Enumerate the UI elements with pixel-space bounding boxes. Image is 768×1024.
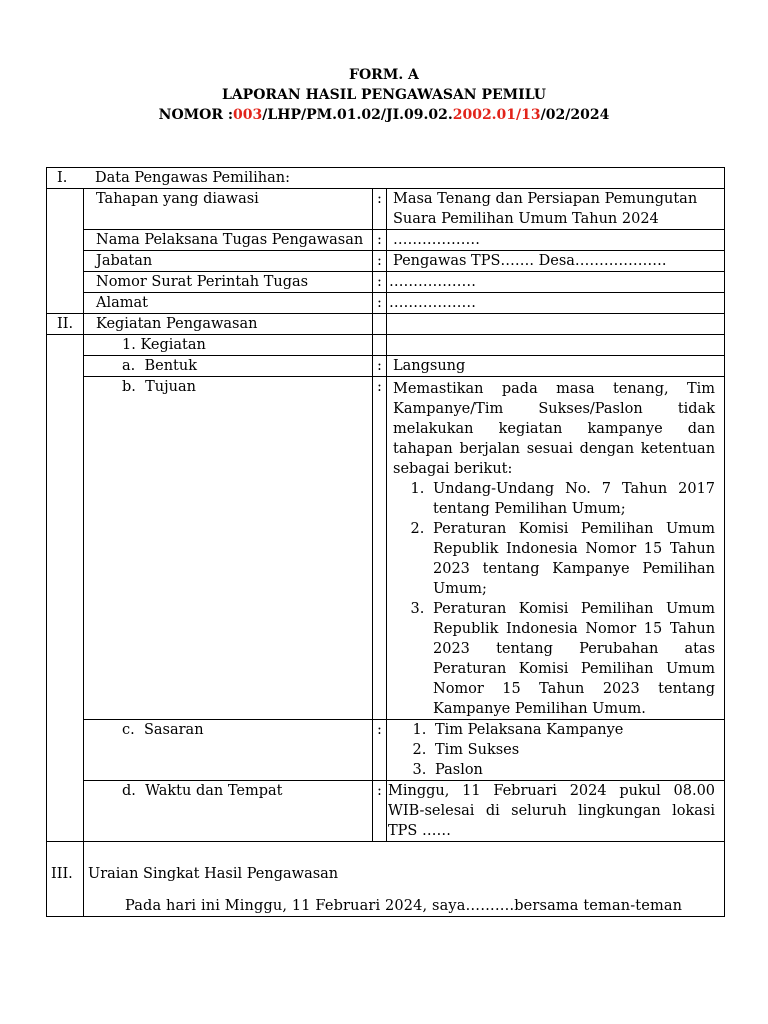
table-row: [47, 272, 725, 293]
tujuan-value: [387, 377, 725, 720]
list-item: 2. Peraturan Komisi Pemilihan Umum Republik Indonesia Nomor 15 Tahun 2023 tentang Kampanye Pemilihan Umum;: [429, 519, 715, 599]
field-value-nomor-surat: ………………: [387, 272, 725, 293]
section-2-spacer: [47, 335, 84, 842]
waktu-value: Minggu, 11 Februari 2024 pukul 08.00 WIB-selesai di seluruh lingkungan lokasi TPS ……: [387, 781, 725, 842]
section-3-title: Uraian Singkat Hasil Pengawasan: [88, 866, 339, 882]
tujuan-intro: Memastikan pada masa tenang, Tim Kampanye/Tim Sukses/Paslon tidak melakukan kegiatan kampanye dan tahapan berjalan sesuai dengan ketentuan sebagai berikut:: [393, 381, 716, 477]
waktu-label: d. Waktu dan Tempat: [84, 781, 373, 842]
section-3-content: [84, 842, 725, 917]
nomor-date-end: /02/2024: [540, 107, 610, 123]
nomor-code: /LHP/PM.01.02/JI.09.02.: [262, 107, 453, 123]
field-label-nama: Nama Pelaksana Tugas Pengawasan: [84, 230, 373, 251]
list-item: 1. Undang-Undang No. 7 Tahun 2017 tentang Pemilihan Umum;: [429, 479, 715, 519]
report-number: [0, 106, 768, 124]
list-item: 3. Peraturan Komisi Pemilihan Umum Republik Indonesia Nomor 15 Tahun 2023 tentang Perubahan atas Peraturan Komisi Pemilihan Umum Nomor 15 Tahun 2023 tentang Kampanye Pemilihan Umum.: [429, 599, 715, 719]
nomor-region: 2002.01/: [452, 107, 522, 123]
nomor-prefix: NOMOR :: [158, 107, 234, 123]
colon: :: [373, 356, 387, 377]
colon: :: [373, 189, 387, 230]
table-row: [47, 230, 725, 251]
section-1-spacer: [47, 189, 84, 314]
table-row: [47, 377, 725, 720]
sasaran-label: c. Sasaran: [84, 720, 373, 781]
colon: :: [373, 230, 387, 251]
list-item: 2. Tim Sukses: [431, 740, 720, 760]
empty-cell: [387, 335, 725, 356]
field-label-jabatan: Jabatan: [84, 251, 373, 272]
empty-cell: [387, 314, 725, 335]
colon: :: [373, 293, 387, 314]
colon: :: [373, 272, 387, 293]
section-1-header-row: [47, 168, 725, 189]
report-form-table: [46, 167, 725, 917]
table-row: [47, 356, 725, 377]
field-label-nomor-surat: Nomor Surat Perintah Tugas: [84, 272, 373, 293]
table-row: [47, 293, 725, 314]
bentuk-label: a. Bentuk: [84, 356, 373, 377]
section-3-body: Pada hari ini Minggu, 11 Februari 2024, saya……….bersama teman-teman: [125, 898, 683, 914]
bentuk-value: Langsung: [387, 356, 725, 377]
colon: :: [373, 781, 387, 842]
empty-cell: [373, 314, 387, 335]
table-row: [47, 189, 725, 230]
colon: :: [373, 720, 387, 781]
section-3-number: III.: [47, 842, 84, 917]
table-row: [47, 335, 725, 356]
nomor-day: 13: [521, 107, 541, 123]
section-3-row: [47, 842, 725, 917]
section-2-title: Kegiatan Pengawasan: [84, 314, 373, 335]
section-2-header-row: [47, 314, 725, 335]
list-item: 1. Tim Pelaksana Kampanye: [431, 720, 720, 740]
field-label-tahapan: Tahapan yang diawasi: [84, 189, 373, 230]
section-1-number: I.: [57, 170, 68, 186]
empty-cell: [373, 335, 387, 356]
table-row: [47, 251, 725, 272]
field-value-tahapan: Masa Tenang dan Persiapan Pemungutan Suara Pemilihan Umum Tahun 2024: [387, 189, 725, 230]
tujuan-label: b. Tujuan: [84, 377, 373, 720]
table-row: [47, 781, 725, 842]
sasaran-value: [387, 720, 725, 781]
field-value-alamat: ………………: [387, 293, 725, 314]
colon: :: [373, 377, 387, 720]
section-2-number: II.: [47, 314, 84, 335]
report-title: LAPORAN HASIL PENGAWASAN PEMILU: [221, 87, 547, 103]
form-code: FORM. A: [349, 67, 419, 83]
field-value-jabatan: Pengawas TPS……. Desa……………….: [387, 251, 725, 272]
list-item: 3. Paslon: [431, 760, 720, 780]
field-value-nama: ………………: [387, 230, 725, 251]
table-row: [47, 720, 725, 781]
colon: :: [373, 251, 387, 272]
section-1-header: [47, 168, 725, 189]
kegiatan-label: 1. Kegiatan: [84, 335, 373, 356]
nomor-sequence: 003: [233, 107, 263, 123]
tujuan-list: [393, 479, 715, 719]
section-1-title: Data Pengawas Pemilihan:: [95, 170, 290, 186]
sasaran-list: [387, 720, 720, 780]
field-label-alamat: Alamat: [84, 293, 373, 314]
